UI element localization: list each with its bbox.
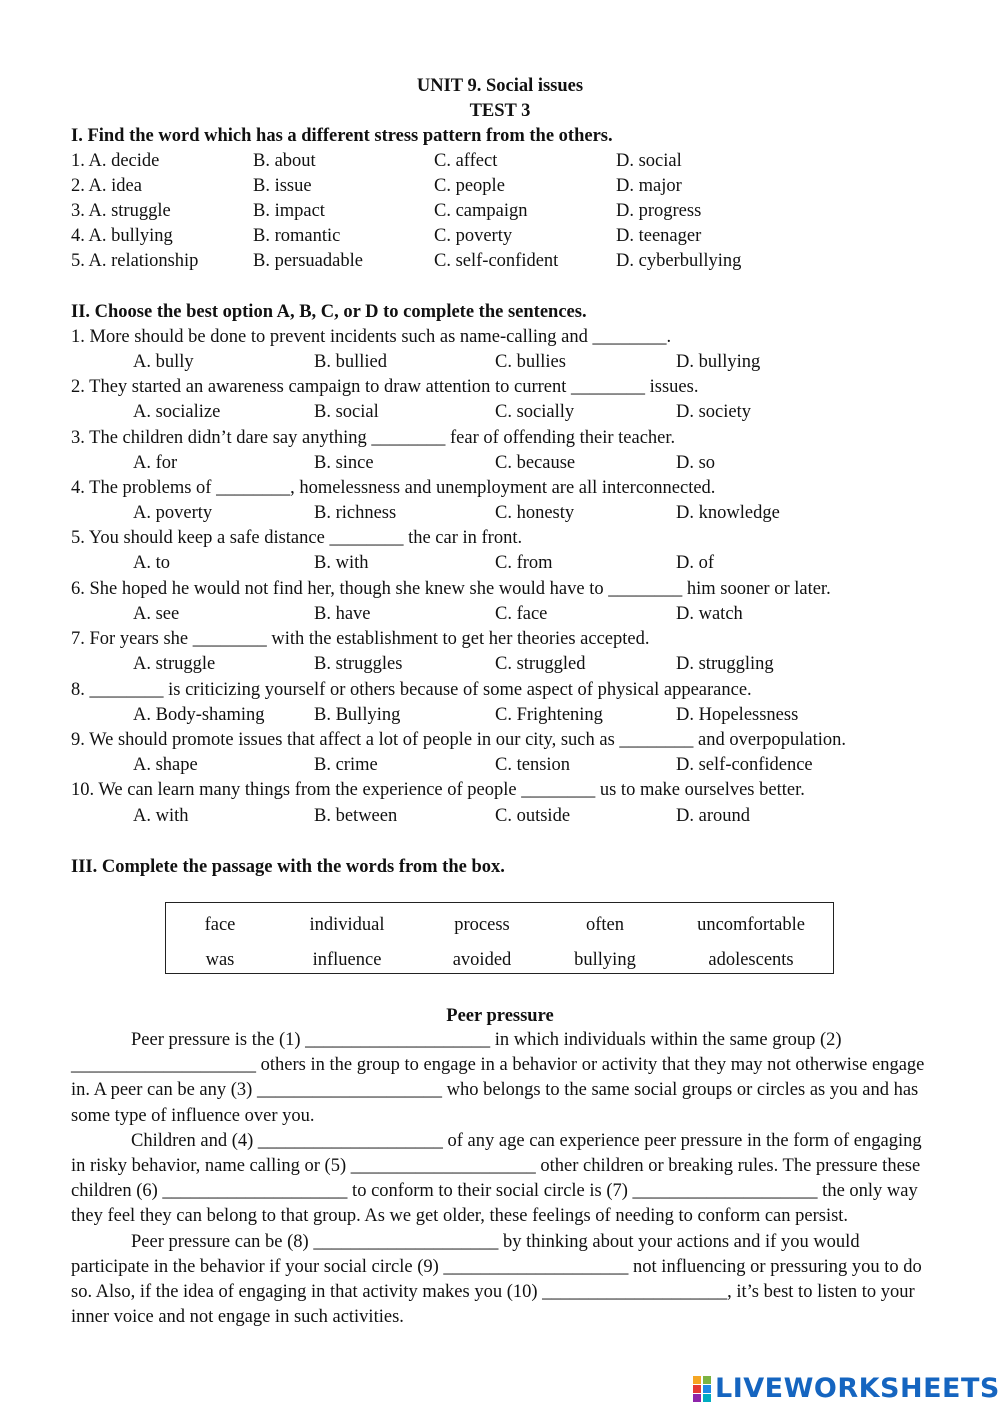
question-text: 8. ________ is criticizing yourself or others because of some aspect of physical appearance.: [71, 680, 752, 700]
answer-option: D. struggling: [676, 654, 774, 674]
word-box-item: uncomfortable: [697, 915, 805, 935]
answer-option: A. with: [133, 806, 189, 826]
answer-option: D. social: [616, 151, 682, 171]
question-text: 3. The children didn’t dare say anything ________ fear of offending their teacher.: [71, 428, 676, 448]
answer-option: B. bullied: [314, 352, 387, 372]
word-box: [165, 902, 834, 974]
answer-option: C. self-confident: [434, 251, 559, 271]
word-box-item: was: [205, 950, 235, 970]
logo-icon: [693, 1376, 711, 1402]
word-box-item: often: [585, 915, 624, 935]
answer-option: A. struggle: [133, 654, 216, 674]
answer-option: A. socialize: [133, 402, 221, 422]
word-box-item: bullying: [574, 950, 636, 970]
answer-option: C. tension: [495, 755, 571, 775]
answer-option: D. progress: [616, 201, 702, 221]
logo-text: LIVEWORKSHEETS: [715, 1373, 1000, 1404]
answer-option: C. poverty: [434, 226, 513, 246]
question-text: 6. She hoped he would not find her, though she knew she would have to ________ him sooner or later.: [71, 579, 831, 599]
question-text: 10. We can learn many things from the experience of people ________ us to make ourselves better.: [71, 780, 805, 800]
answer-option: D. teenager: [616, 226, 702, 246]
liveworksheets-logo: [693, 1372, 1000, 1406]
answer-option: C. honesty: [495, 503, 575, 523]
answer-option: C. people: [434, 176, 505, 196]
word-box-item: avoided: [452, 950, 512, 970]
answer-option: C. Frightening: [495, 705, 603, 725]
answer-option: A. for: [133, 453, 178, 473]
answer-option: C. from: [495, 553, 553, 573]
answer-option: B. richness: [314, 503, 397, 523]
word-box-row: [166, 948, 833, 972]
answer-option: A. see: [133, 604, 180, 624]
answer-option: B. have: [314, 604, 371, 624]
answer-option: B. struggles: [314, 654, 403, 674]
answer-option: B. romantic: [253, 226, 341, 246]
answer-option: A. shape: [133, 755, 198, 775]
answer-option: B. impact: [253, 201, 325, 221]
question-text: 9. We should promote issues that affect a lot of people in our city, such as ________ and overpopulation.: [71, 730, 847, 750]
answer-option: B. social: [314, 402, 379, 422]
passage-title: Peer pressure: [446, 1006, 554, 1026]
answer-option: C. because: [495, 453, 576, 473]
section2-title: II. Choose the best option A, B, C, or D to complete the sentences.: [71, 302, 587, 322]
word-box-item: face: [204, 915, 236, 935]
passage: [71, 1028, 931, 1330]
answer-option: B. persuadable: [253, 251, 363, 271]
question-text: 1. More should be done to prevent incidents such as name-calling and ________.: [71, 327, 672, 347]
word-box-item: influence: [312, 950, 382, 970]
answer-option: A. bully: [133, 352, 194, 372]
word-box-row: [166, 913, 833, 937]
word-box-item: individual: [309, 915, 385, 935]
answer-option: D. knowledge: [676, 503, 780, 523]
answer-option: B. between: [314, 806, 398, 826]
answer-option: D. watch: [676, 604, 743, 624]
answer-option: 5. A. relationship: [71, 251, 199, 271]
answer-option: 1. A. decide: [71, 151, 160, 171]
answer-option: D. self-confidence: [676, 755, 813, 775]
passage-paragraph: Children and (4) ____________________ of any age can experience peer pressure in the form of engaging in risky behavior, name calling or (5) ____________________ other children or breaking rules. The pressure these children (6) ____________________ to conform to their social circle is (7) ____________________ the only way they feel they can belong to that group. As we get older, these feelings of needing to conform can persist.: [71, 1130, 922, 1227]
passage-paragraph: Peer pressure can be (8) ____________________ by thinking about your actions and if you would participate in the behavior if your social circle (9) ____________________ not influencing or pressuring you to do so. Also, if the idea of engaging in that activity makes you (10) ____________________, it’s best to listen to your inner voice and not engage in such activities.: [71, 1231, 922, 1328]
answer-option: D. major: [616, 176, 682, 196]
answer-option: B. about: [253, 151, 316, 171]
answer-option: B. since: [314, 453, 374, 473]
answer-option: B. Bullying: [314, 705, 401, 725]
answer-option: D. cyberbullying: [616, 251, 742, 271]
answer-option: C. struggled: [495, 654, 586, 674]
answer-option: C. socially: [495, 402, 575, 422]
unit-title: UNIT 9. Social issues: [416, 76, 584, 96]
answer-option: D. of: [676, 553, 715, 573]
question-text: 7. For years she ________ with the establishment to get her theories accepted.: [71, 629, 650, 649]
answer-option: B. crime: [314, 755, 378, 775]
test-title: TEST 3: [469, 101, 531, 121]
passage-paragraph: Peer pressure is the (1) ____________________ in which individuals within the same group (2) ____________________ others in the group to engage in a behavior or activity that they may not otherwise engage in. A peer can be any (3) ____________________ who belongs to the same social groups or circles as you and has some type of influence over you.: [71, 1030, 925, 1126]
question-text: 2. They started an awareness campaign to draw attention to current ________ issues.: [71, 377, 699, 397]
answer-option: 3. A. struggle: [71, 201, 171, 221]
answer-option: D. Hopelessness: [676, 705, 799, 725]
answer-option: D. bullying: [676, 352, 761, 372]
section3-title: III. Complete the passage with the words from the box.: [71, 857, 505, 877]
answer-option: C. bullies: [495, 352, 566, 372]
section1-title: I. Find the word which has a different stress pattern from the others.: [71, 126, 613, 146]
answer-option: C. campaign: [434, 201, 528, 221]
answer-option: D. society: [676, 402, 752, 422]
answer-option: A. Body-shaming: [133, 705, 265, 725]
word-box-item: process: [454, 915, 510, 935]
answer-option: 4. A. bullying: [71, 226, 173, 246]
answer-option: A. poverty: [133, 503, 213, 523]
answer-option: D. so: [676, 453, 716, 473]
answer-option: D. around: [676, 806, 750, 826]
question-text: 5. You should keep a safe distance ________ the car in front.: [71, 528, 523, 548]
answer-option: C. affect: [434, 151, 498, 171]
answer-option: C. face: [495, 604, 548, 624]
answer-option: 2. A. idea: [71, 176, 142, 196]
answer-option: B. with: [314, 553, 369, 573]
word-box-item: adolescents: [708, 950, 794, 970]
answer-option: C. outside: [495, 806, 571, 826]
answer-option: B. issue: [253, 176, 312, 196]
question-text: 4. The problems of ________, homelessness and unemployment are all interconnected.: [71, 478, 716, 498]
answer-option: A. to: [133, 553, 170, 573]
